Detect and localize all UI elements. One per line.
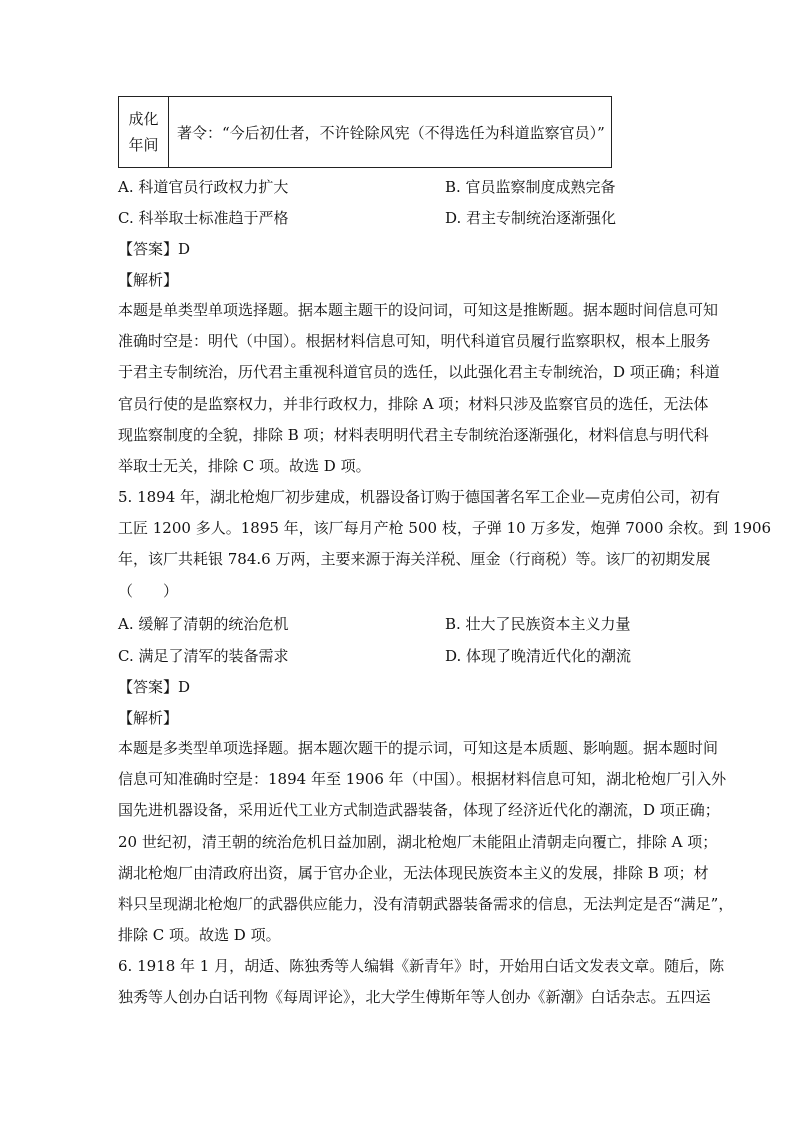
q5-analysis-line: 料只呈现湖北枪炮厂的武器供应能力，没有清朝武器装备需求的信息，无法判定是否“满足”， [118, 895, 734, 914]
q5-answer: 【答案】D [118, 678, 191, 696]
q5-stem-line: 年，该厂共耗银 784.6 万两，主要来源于海关洋税、厘金（行商税）等。该厂的初期发展 [118, 550, 711, 569]
q4-analysis-line: 于君主专制统治，历代君主重视科道官员的选任，以此强化君主专制统治，D 项正确；科道 [118, 363, 720, 382]
q5-analysis [118, 733, 734, 951]
q4-option-b: B. 官员监察制度成熟完备 [445, 178, 616, 196]
content-text: 著令：“今后初仕者，不许铨除风宪（不得选任为科道监察官员）” [177, 123, 605, 142]
q5-analysis-line: 湖北枪炮厂由清政府出资，属于官办企业，无法体现民族资本主义的发展，排除 B 项；材 [118, 863, 709, 882]
q5-option-a: A. 缓解了清朝的统治危机 [118, 615, 289, 633]
q4-analysis-label: 【解析】 [118, 271, 179, 289]
q5-stem-line: （ ） [118, 581, 179, 600]
q4-analysis-line: 准确时空是：明代（中国）。根据材料信息可知，明代科道官员履行监察职权，根本上服务 [118, 332, 711, 351]
q6-stem-line: 独秀等人创办白话刊物《每周评论》，北大学生傅斯年等人创办《新潮》白话杂志。五四运 [118, 988, 711, 1007]
q5-option-b: B. 壮大了民族资本主义力量 [445, 615, 631, 633]
q5-analysis-line: 20 世纪初，清王朝的统治危机日益加剧，湖北枪炮厂未能阻止清朝走向覆亡，排除 A 项； [118, 832, 718, 851]
era-line-1: 成化 [128, 110, 159, 128]
q4-option-a: A. 科道官员行政权力扩大 [118, 178, 289, 196]
q5-analysis-line: 排除 C 项。故选 D 项。 [118, 926, 281, 945]
q6-stem [118, 951, 725, 1013]
q5-option-d: D. 体现了晚清近代化的潮流 [445, 647, 632, 665]
q5-analysis-label: 【解析】 [118, 709, 179, 727]
content-cell [169, 97, 611, 167]
q5-analysis-line: 信息可知准确时空是：1894 年至 1906 年（中国）。根据材料信息可知，湖北枪炮厂引入外 [118, 770, 727, 789]
q4-option-d: D. 君主专制统治逐渐强化 [445, 209, 617, 227]
q5-stem [118, 482, 772, 607]
q4-option-c: C. 科举取士标准趋于严格 [118, 209, 289, 227]
q4-analysis-line: 本题是单类型单项选择题。据本题主题干的设问词，可知这是推断题。据本题时间信息可知 [118, 301, 719, 319]
q5-analysis-line: 国先进机器设备，采用近代工业方式制造武器装备，体现了经济近代化的潮流，D 项正确； [118, 801, 720, 820]
source-table [118, 96, 612, 168]
q4-analysis [118, 295, 720, 482]
q5-stem-line: 工匠 1200 多人。1895 年，该厂每月产枪 500 枝，子弹 10 万多发，炮弹 7000 余枚。到 1906 [118, 519, 772, 538]
q4-analysis-line: 官员行使的是监察权力，并非行政权力，排除 A 项；材料只涉及监察官员的选任，无法体 [118, 394, 709, 413]
q5-analysis-line: 本题是多类型单项选择题。据本题次题干的提示词，可知这是本质题、影响题。据本题时间 [118, 739, 719, 757]
q4-answer: 【答案】D [118, 240, 191, 258]
era-line-2: 年间 [128, 136, 159, 154]
era-cell [119, 97, 169, 167]
q4-analysis-line: 举取士无关，排除 C 项。故选 D 项。 [118, 457, 371, 476]
q6-stem-line: 6. 1918 年 1 月，胡适、陈独秀等人编辑《新青年》时，开始用白话文发表文章。随后，陈 [118, 957, 725, 975]
q5-option-c: C. 满足了清军的装备需求 [118, 647, 289, 665]
q5-stem-line: 5. 1894 年，湖北枪炮厂初步建成，机器设备订购于德国著名军工企业—克虏伯公司，初有 [118, 488, 721, 506]
q4-analysis-line: 现监察制度的全貌，排除 B 项；材料表明明代君主专制统治逐渐强化，材料信息与明代科 [118, 425, 709, 444]
